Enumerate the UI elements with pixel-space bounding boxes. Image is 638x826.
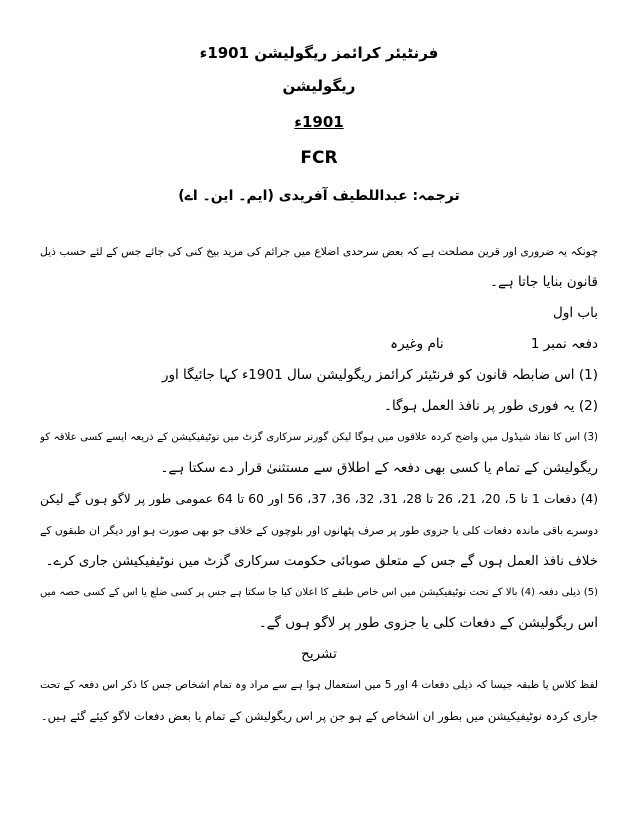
explanation-line: لفظ کلاس یا طبقہ جیسا کہ ذیلی دفعات 4 اور 5 میں استعمال ہوا ہے سے مراد وہ تمام اشخاص جس کا ذکر اس دفعہ کے تحت [40,679,598,691]
section-number: دفعہ نمبر 1 [530,336,598,352]
clause-line: (4) دفعات 1 تا 5، 20، 21، 26 تا 28، 31، 32، 36، 37، 56 اور 60 تا 64 عمومی طور پر لاگو ہوں گے لیکن [40,492,598,506]
translator-credit: ترجمہ: عبداللطیف آفریدی (ایم۔ این۔ اے) [178,188,460,204]
document-title: فرنٹیئر کرائمز ریگولیشن 1901ء [199,44,439,62]
document-abbreviation: FCR [300,148,338,168]
explanation-heading: تشریح [301,646,337,662]
clause-line: اس ریگولیشن کے دفعات کلی یا جزوی طور پر لاگو ہوں گے۔ [258,615,598,631]
clause-line: (5) ذیلی دفعہ (4) بالا کے تحت نوٹیفیکیشن میں اس خاص طبقے کا اعلان کیا جا سکتا ہے جس پر کسی ضلع یا اس کے کسی حصہ میں [40,587,598,598]
clause-line: (3) اس کا نفاذ شیڈول میں واضح کردہ علاقوں میں ہوگا لیکن گورنر سرکاری گزٹ میں نوٹیفیکیشن کے ذریعہ ایسے کسی علاقہ کو [40,431,598,443]
document-header [40,38,598,236]
clause-5 [40,577,598,639]
clause-3 [40,422,598,484]
clause-line: خلاف نافذ العمل ہوں گے جس کے متعلق صوبائی حکومت سرکاری گزٹ میں نوٹیفیکیشن جاری کرے۔ [45,554,598,569]
document-body [40,236,598,732]
clause-4 [40,484,598,577]
chapter-heading: باب اول [553,305,598,321]
section-title: نام وغیرہ [390,336,444,352]
section-heading [40,329,598,360]
explanation-line: جاری کردہ نوٹیفیکیشن میں بطور ان اشخاص کے ہو جن پر اس ریگولیشن کے تمام یا بعض دفعات لاگو کیئے گئے ہیں۔ [40,709,598,723]
clause-line: (2) یہ فوری طور پر نافذ العمل ہوگا۔ [384,398,598,414]
document-subtitle: ریگولیشن [282,77,356,95]
preamble [40,236,598,298]
document-year: 1901ء [294,113,344,131]
preamble-line: قانون بنایا جاتا ہے۔ [490,274,598,290]
clause-1 [40,360,598,391]
clause-line: دوسرے باقی ماندہ دفعات کلی یا جزوی طور پر صرف پٹھانوں اور بلوچوں کے خلاف جو بھی صورت ہو اور دیگر ان طبقوں کے [40,524,598,537]
clause-line: (1) اس ضابطہ قانون کو فرنٹیئر کرائمز ریگولیشن سال 1901ء کہا جائیگا اور [161,367,598,383]
clause-2 [40,391,598,422]
preamble-line: چونکہ یہ ضروری اور قرین مصلحت ہے کہ بعض سرحدی اضلاع میں جرائم کی مزید بیخ کنی کی جائے جس کے لئے حسب ذیل [40,245,598,258]
explanation [40,670,598,732]
clause-line: ریگولیشن کے تمام یا کسی بھی دفعہ کے اطلاق سے مستثنیٰ قرار دے سکتا ہے۔ [160,460,598,476]
